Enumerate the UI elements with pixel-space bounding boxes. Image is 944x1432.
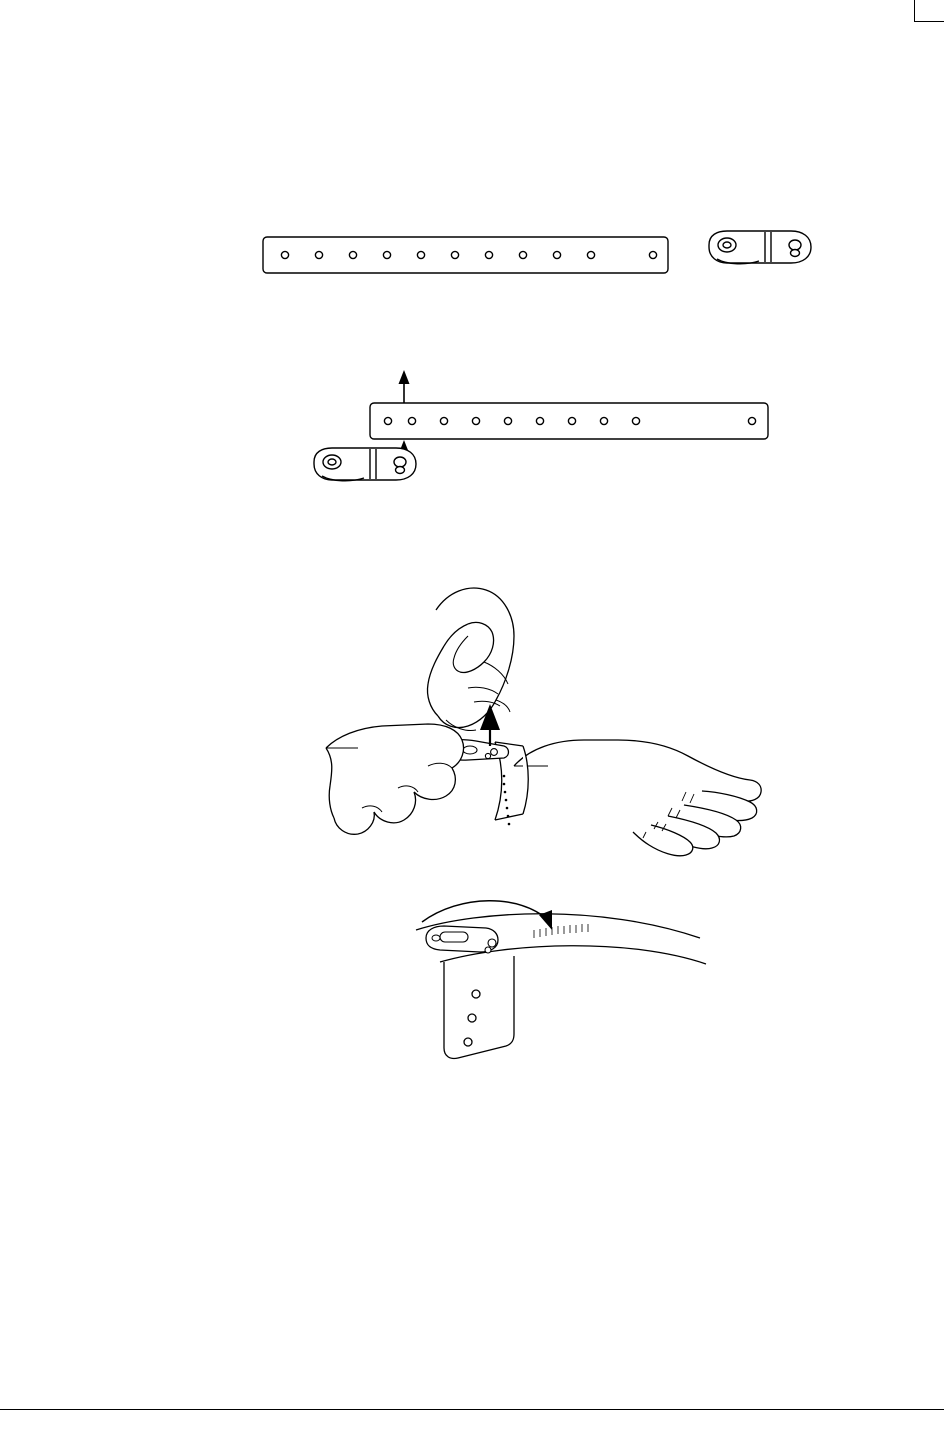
up-arrow-long <box>399 370 410 403</box>
figure-4 <box>400 898 720 1078</box>
page-corner-crop-mark <box>914 0 944 22</box>
footer-rule <box>0 1409 944 1410</box>
figure-3 <box>318 570 768 890</box>
figure-1 <box>255 225 835 300</box>
figure-2 <box>300 368 800 503</box>
